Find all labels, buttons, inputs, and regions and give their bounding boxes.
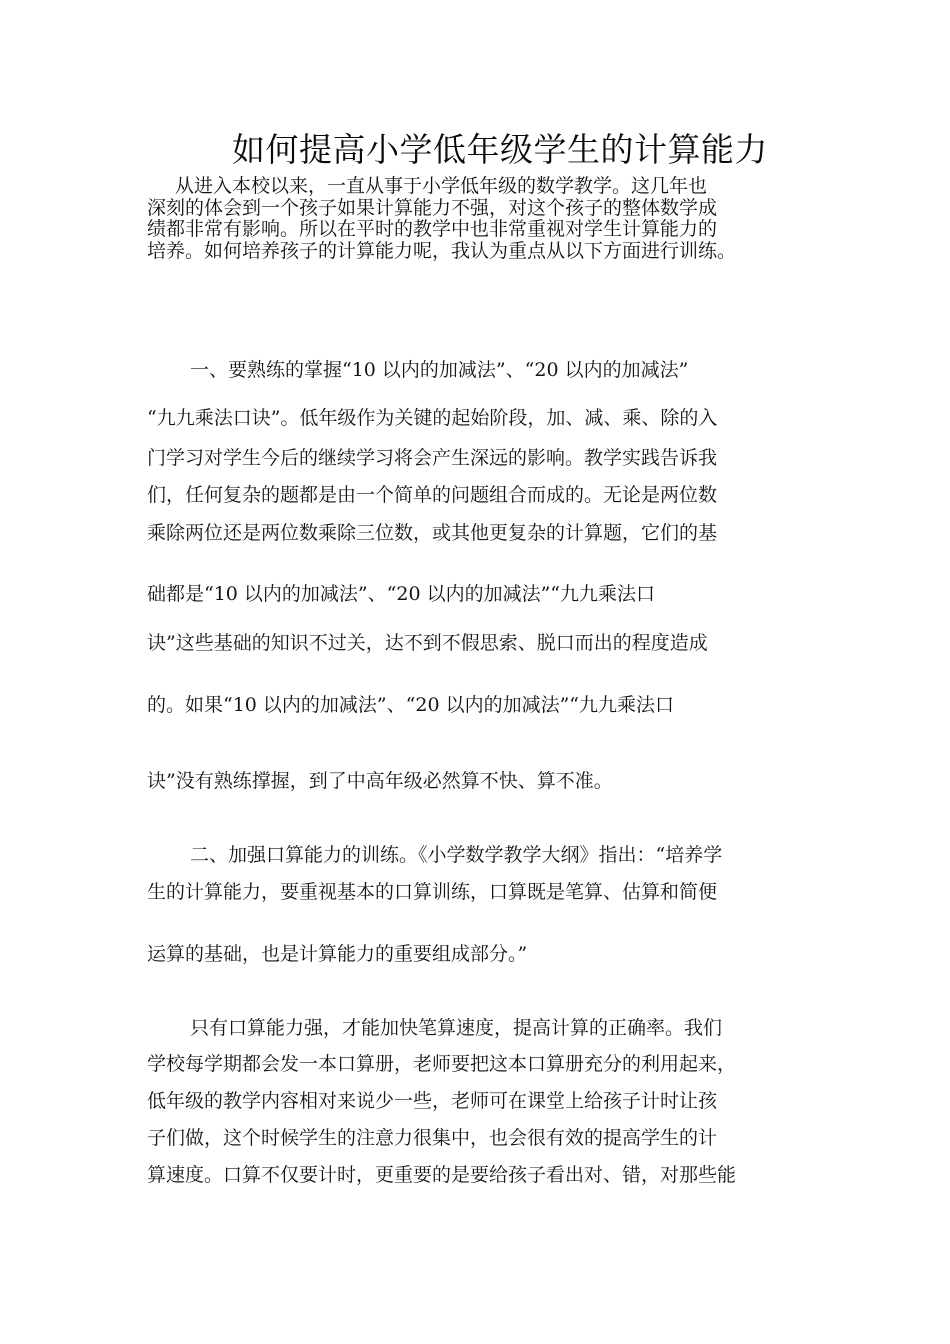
section1-line: “九九乘法口诀”。低年级作为关键的起始阶段，加、减、乘、除的入: [147, 407, 718, 429]
intro-paragraph: [147, 176, 827, 262]
intro-line: 培养。如何培养孩子的计算能力呢，我认为重点从以下方面进行训练。: [147, 239, 737, 262]
section3-first-line: 只有口算能力强，才能加快笔算速度，提高计算的正确率。我们: [190, 1017, 723, 1039]
section3-line: 子们做，这个时候学生的注意力很集中，也会很有效的提高学生的计: [147, 1127, 718, 1149]
section3-line: 算速度。口算不仅要计时，更重要的是要给孩子看出对、错，对那些能: [147, 1164, 737, 1186]
section2-line: 运算的基础，也是计算能力的重要组成部分。”: [147, 943, 528, 965]
section1-line: 的。如果“10 以内的加减法”、“20 以内的加减法”“九九乘法口: [147, 694, 675, 716]
section1-line: 乘除两位还是两位数乘除三位数，或其他更复杂的计算题，它们的基: [147, 522, 718, 544]
section2-line: 生的计算能力，要重视基本的口算训练，口算既是笔算、估算和简便: [147, 881, 718, 903]
intro-line: 深刻的体会到一个孩子如果计算能力不强，对这个孩子的整体数学成: [147, 196, 718, 219]
section2-heading-line: 二、加强口算能力的训练。《小学数学教学大纲》指出：“培养学: [190, 844, 723, 866]
section1-line: 础都是“10 以内的加减法”、“20 以内的加减法”“九九乘法口: [147, 583, 656, 605]
section1-line: 诀”这些基础的知识不过关，达不到不假思索、脱口而出的程度造成: [147, 632, 708, 654]
section1-line: 诀”没有熟练撑握，到了中高年级必然算不快、算不准。: [147, 770, 613, 792]
intro-line: 绩都非常有影响。所以在平时的教学中也非常重视对学生计算能力的: [147, 218, 718, 240]
section1-line: 们，任何复杂的题都是由一个简单的问题组合而成的。无论是两位数: [147, 484, 718, 506]
document-title: 如何提高小学低年级学生的计算能力: [232, 130, 768, 169]
section1-heading-line: 一、要熟练的掌握“10 以内的加减法”、“20 以内的加减法”: [190, 359, 689, 381]
intro-line: 从进入本校以来，一直从事于小学低年级的数学教学。这几年也: [175, 175, 708, 197]
section3-line: 低年级的教学内容相对来说少一些，老师可在课堂上给孩子计时让孩: [147, 1090, 718, 1112]
section3-line: 学校每学期都会发一本口算册，老师要把这本口算册充分的利用起来，: [147, 1053, 737, 1075]
section1-line: 门学习对学生今后的继续学习将会产生深远的影响。教学实践告诉我: [147, 447, 718, 469]
